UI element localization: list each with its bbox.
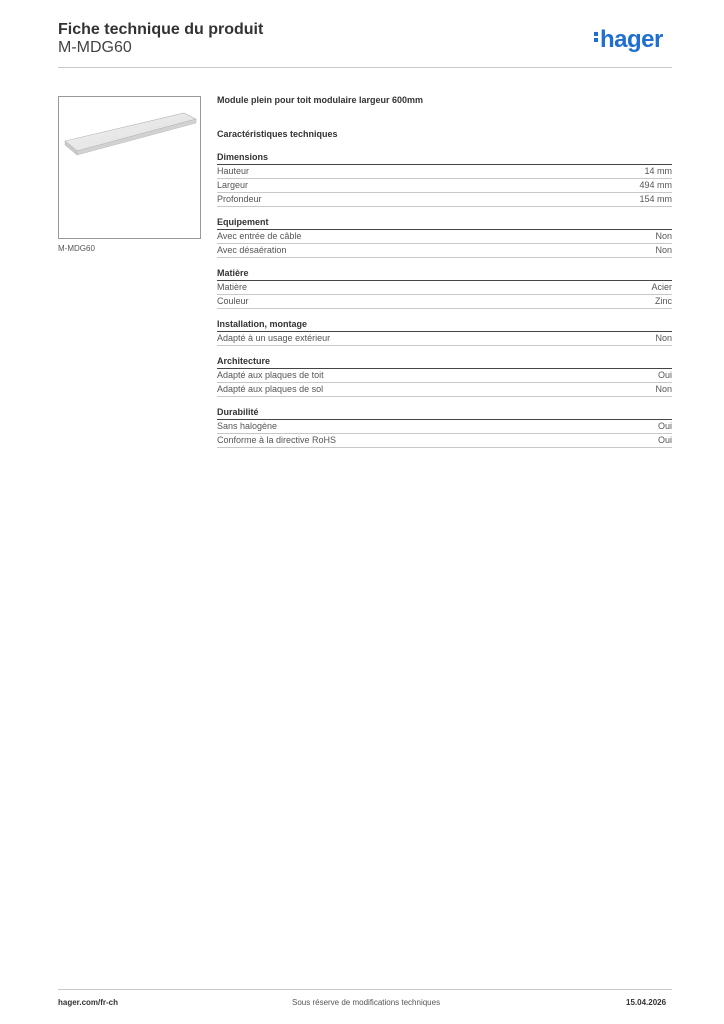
panel-top-face bbox=[65, 113, 196, 151]
spec-row bbox=[217, 369, 672, 383]
section-title: Matière bbox=[217, 267, 672, 281]
spec-section-installation bbox=[217, 318, 672, 346]
spec-section-architecture bbox=[217, 355, 672, 397]
spec-row bbox=[217, 295, 672, 309]
product-image-frame bbox=[58, 96, 201, 239]
spec-value: Non bbox=[655, 333, 672, 343]
spec-value: Acier bbox=[651, 282, 672, 292]
spec-row bbox=[217, 420, 672, 434]
footer-disclaimer: Sous réserve de modifications techniques bbox=[292, 998, 441, 1007]
section-title: Durabilité bbox=[217, 406, 672, 420]
section-title: Installation, montage bbox=[217, 318, 672, 332]
spec-section-dimensions bbox=[217, 151, 672, 207]
product-image-caption: M-MDG60 bbox=[58, 244, 95, 253]
spec-value: 14 mm bbox=[644, 166, 672, 176]
spec-label: Adapté aux plaques de toit bbox=[217, 370, 324, 380]
spec-label: Adapté à un usage extérieur bbox=[217, 333, 331, 343]
spec-row bbox=[217, 434, 672, 448]
spec-value: 154 mm bbox=[639, 194, 672, 204]
section-title: Equipement bbox=[217, 216, 672, 230]
spec-row bbox=[217, 281, 672, 295]
spec-label: Avec désaération bbox=[217, 245, 287, 255]
spec-row bbox=[217, 244, 672, 258]
product-description: Module plein pour toit modulaire largeur 600mm bbox=[217, 95, 424, 105]
spec-label: Couleur bbox=[217, 296, 249, 306]
spec-label: Avec entrée de câble bbox=[217, 231, 302, 241]
spec-value: Oui bbox=[657, 435, 672, 445]
spec-value: 494 mm bbox=[639, 180, 672, 190]
spec-value: Non bbox=[655, 245, 672, 255]
spec-row bbox=[217, 165, 672, 179]
hager-logo bbox=[594, 28, 663, 52]
document-title: Fiche technique du produit bbox=[58, 21, 264, 38]
spec-section-equipement bbox=[217, 216, 672, 258]
spec-row bbox=[217, 193, 672, 207]
spec-label: Hauteur bbox=[217, 166, 250, 176]
product-reference: M-MDG60 bbox=[58, 39, 132, 56]
product-image bbox=[59, 97, 202, 240]
spec-row bbox=[217, 383, 672, 397]
spec-section-durabilite bbox=[217, 406, 672, 448]
spec-label: Adapté aux plaques de sol bbox=[217, 384, 324, 394]
spec-label: Sans halogène bbox=[217, 421, 278, 431]
spec-row bbox=[217, 230, 672, 244]
logo-dots-icon bbox=[594, 30, 598, 44]
spec-section-matiere bbox=[217, 267, 672, 309]
spec-value: Zinc bbox=[654, 296, 672, 306]
header-divider bbox=[58, 67, 672, 68]
spec-label: Conforme à la directive RoHS bbox=[217, 435, 337, 445]
spec-value: Oui bbox=[657, 421, 672, 431]
spec-value: Non bbox=[655, 384, 672, 394]
section-title: Architecture bbox=[217, 355, 672, 369]
spec-label: Matière bbox=[217, 282, 248, 292]
footer-website-link[interactable]: hager.com/fr-ch bbox=[58, 998, 119, 1007]
footer-date: 15.04.2026 bbox=[626, 998, 667, 1007]
section-title: Dimensions bbox=[217, 151, 672, 165]
spec-label: Profondeur bbox=[217, 194, 262, 204]
technical-specs-title: Caractéristiques techniques bbox=[217, 129, 338, 139]
spec-row bbox=[217, 179, 672, 193]
footer-divider bbox=[58, 989, 672, 990]
spec-value: Non bbox=[655, 231, 672, 241]
spec-content bbox=[217, 94, 672, 457]
spec-value: Oui bbox=[657, 370, 672, 380]
logo-text: hager bbox=[600, 26, 663, 53]
spec-row bbox=[217, 332, 672, 346]
spec-label: Largeur bbox=[217, 180, 249, 190]
